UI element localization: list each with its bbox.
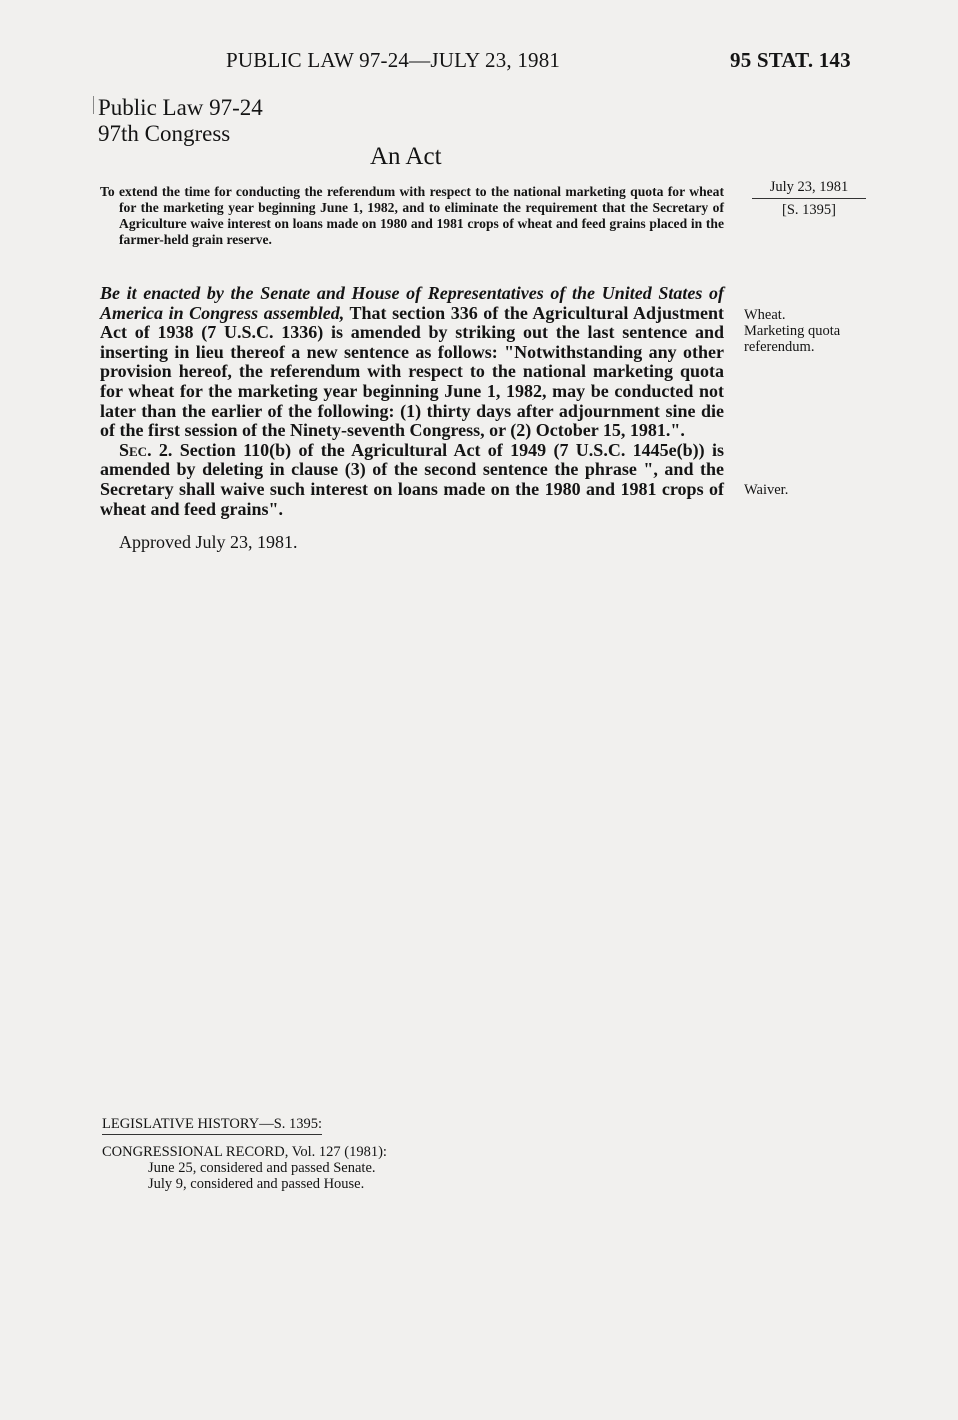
- enactment-date: July 23, 1981: [752, 179, 866, 199]
- bill-number: [S. 1395]: [782, 202, 836, 218]
- side-note-line: Marketing quota: [744, 323, 841, 339]
- side-note-line: referendum.: [744, 339, 815, 355]
- legislative-history: [102, 1116, 387, 1192]
- section-2-label: Sec. 2.: [119, 439, 173, 460]
- enacting-clause: Be it enacted by the Senate and House of Representatives of the United States of America in Congress assembled,: [100, 283, 724, 323]
- section-2-text: Section 110(b) of the Agricultural Act of 1949 (7 U.S.C. 1445e(b)) is amended by deleting in clause (3) of the second sentence the phrase ", and the Secretary shall waive such interest on loans made on the 1980 and 1981 crops of wheat and feed grains".: [100, 439, 724, 519]
- side-note-line: Wheat.: [744, 307, 786, 323]
- congressional-record: CONGRESSIONAL RECORD, Vol. 127 (1981):: [102, 1144, 387, 1160]
- act-body: [100, 284, 724, 553]
- page-citation: 95 STAT. 143: [730, 48, 851, 72]
- long-title: [100, 184, 724, 248]
- act-title: An Act: [370, 143, 442, 170]
- law-designation: [98, 95, 263, 147]
- long-title-text: To extend the time for conducting the referendum with respect to the national marketing quota for wheat for the marketing year beginning June 1, 1982, and to eliminate the requirement that the Secretary of Agriculture waive interest on loans made on 1980 and 1981 crops of wheat and feed grains placed in the farmer-held grain reserve.: [100, 184, 724, 247]
- congress-number: 97th Congress: [98, 121, 231, 146]
- margin-mark: [93, 96, 94, 114]
- history-entry: July 9, considered and passed House.: [148, 1176, 365, 1192]
- law-number: Public Law 97-24: [98, 95, 263, 120]
- section-2: [100, 441, 724, 519]
- approval-line: Approved July 23, 1981.: [119, 532, 298, 553]
- section-1: [100, 284, 724, 441]
- side-note-waiver: Waiver.: [744, 482, 789, 498]
- history-entry: June 25, considered and passed Senate.: [148, 1160, 376, 1176]
- enactment-date-box: [752, 179, 866, 219]
- section-1-text: That section 336 of the Agricultural Adjustment Act of 1938 (7 U.S.C. 1336) is amended by striking out the last sentence and inserting in lieu thereof a new sentence as follows: "Notwithstanding any other provision hereof, the referendum with respect to the national marketing quota for wheat for the marketing year beginning June 1, 1982, may be conducted not later than the earlier of the following: (1) thirty days after adjournment sine die of the first session of the Ninety-seventh Congress, or (2) October 15, 1981.".: [100, 302, 724, 441]
- running-header: PUBLIC LAW 97-24—JULY 23, 1981: [226, 48, 561, 72]
- side-note-wheat: [744, 307, 874, 355]
- legislative-history-heading: LEGISLATIVE HISTORY—S. 1395:: [102, 1116, 322, 1135]
